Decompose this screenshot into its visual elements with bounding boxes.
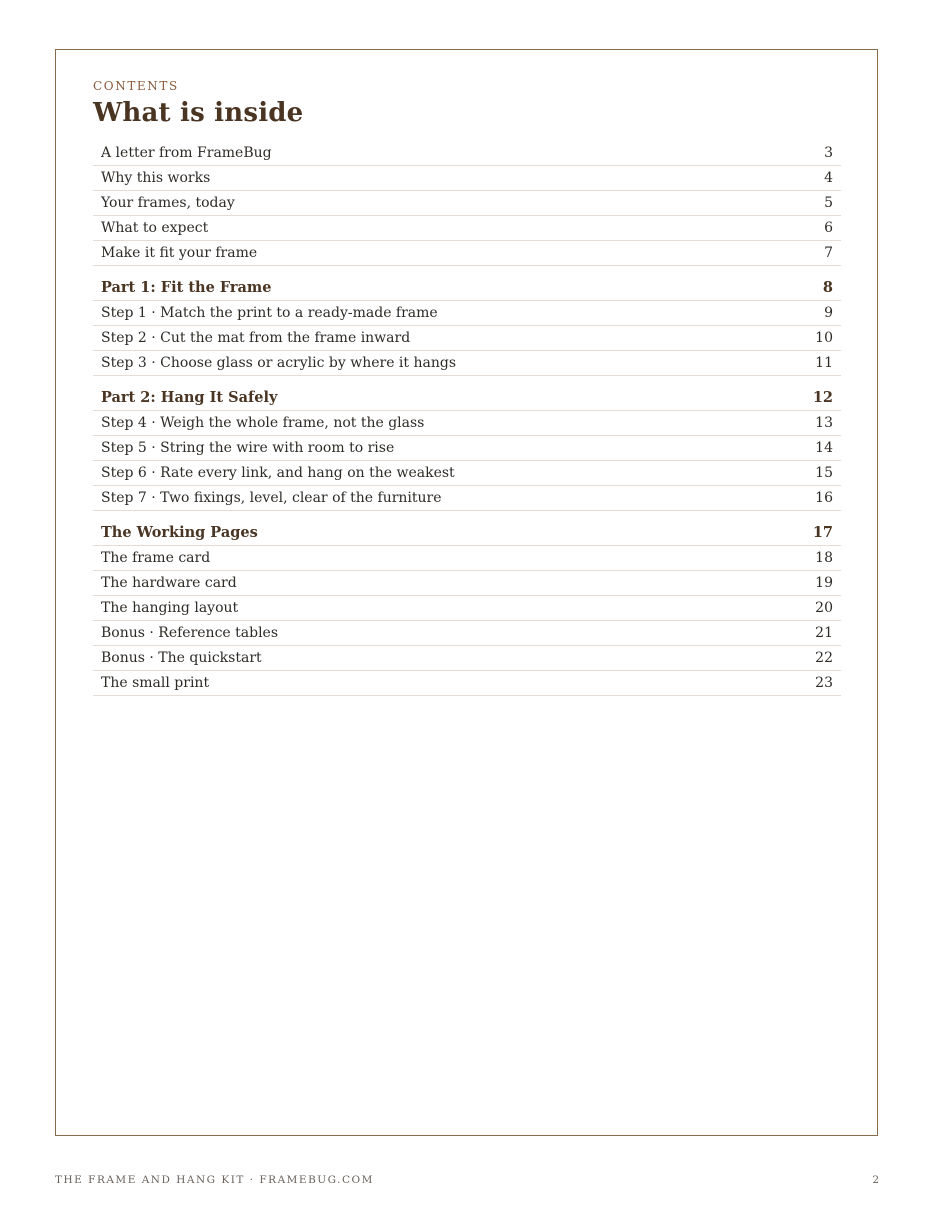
toc-entry[interactable] [93, 326, 841, 351]
toc-entry-label: Why this works [101, 170, 211, 186]
toc-entry-label: Part 2: Hang It Safely [101, 388, 278, 406]
toc-entry-label: The hardware card [101, 575, 237, 591]
toc-page-number: 13 [815, 415, 833, 431]
toc-page-number: 6 [824, 220, 833, 236]
toc-page-number: 5 [824, 195, 833, 211]
toc-entry-label: Step 4 · Weigh the whole frame, not the glass [101, 415, 425, 431]
toc-part-heading[interactable] [93, 266, 841, 301]
toc-entry-label: A letter from FrameBug [101, 145, 272, 161]
section-eyebrow: CONTENTS [93, 79, 179, 93]
toc-page-number: 10 [815, 330, 833, 346]
toc-entry[interactable] [93, 436, 841, 461]
toc-entry[interactable] [93, 241, 841, 266]
toc-entry[interactable] [93, 571, 841, 596]
toc-page-number: 7 [824, 245, 833, 261]
toc-page-number: 8 [822, 278, 833, 296]
toc-page-number: 12 [812, 388, 833, 406]
toc-entry[interactable] [93, 621, 841, 646]
toc-entry-label: Step 1 · Match the print to a ready-made frame [101, 305, 438, 321]
footer-brand: THE FRAME AND HANG KIT · FRAMEBUG.COM [55, 1174, 374, 1186]
toc-entry[interactable] [93, 166, 841, 191]
toc-page-number: 19 [815, 575, 833, 591]
toc-page-number: 22 [815, 650, 833, 666]
toc-page-number: 4 [824, 170, 833, 186]
toc-entry-label: Step 7 · Two fixings, level, clear of the furniture [101, 490, 442, 506]
toc-entry[interactable] [93, 486, 841, 511]
toc-entry[interactable] [93, 301, 841, 326]
toc-entry-label: The Working Pages [101, 523, 258, 541]
toc-page-number: 3 [824, 145, 833, 161]
toc-page-number: 18 [815, 550, 833, 566]
toc-entry-label: Step 6 · Rate every link, and hang on the weakest [101, 465, 455, 481]
toc-entry[interactable] [93, 546, 841, 571]
toc-page-number: 21 [815, 625, 833, 641]
toc-page-number: 11 [815, 355, 833, 371]
toc-entry-label: Part 1: Fit the Frame [101, 278, 272, 296]
toc-entry[interactable] [93, 596, 841, 621]
toc-page-number: 9 [824, 305, 833, 321]
toc-entry[interactable] [93, 191, 841, 216]
toc-entry-label: What to expect [101, 220, 209, 236]
toc-entry-label: Make it fit your frame [101, 245, 258, 261]
toc-part-heading[interactable] [93, 511, 841, 546]
toc-page-number: 14 [815, 440, 833, 456]
toc-entry-label: The frame card [101, 550, 211, 566]
footer-page-number: 2 [872, 1174, 879, 1186]
toc-page-number: 16 [815, 490, 833, 506]
toc-entry[interactable] [93, 461, 841, 486]
toc-entry[interactable] [93, 646, 841, 671]
toc-entry-label: Step 3 · Choose glass or acrylic by where it hangs [101, 355, 457, 371]
toc-entry[interactable] [93, 141, 841, 166]
toc-entry-label: Bonus · The quickstart [101, 650, 262, 666]
toc-entry-label: Your frames, today [101, 195, 235, 211]
toc-page-number: 15 [815, 465, 833, 481]
toc-entry-label: The hanging layout [101, 600, 239, 616]
table-of-contents [93, 141, 841, 696]
toc-entry-label: The small print [101, 675, 210, 691]
toc-entry[interactable] [93, 411, 841, 436]
toc-page-number: 20 [815, 600, 833, 616]
page-title: What is inside [93, 98, 304, 128]
toc-entry[interactable] [93, 216, 841, 241]
toc-page-number: 23 [815, 675, 833, 691]
toc-entry-label: Bonus · Reference tables [101, 625, 279, 641]
toc-entry-label: Step 2 · Cut the mat from the frame inward [101, 330, 411, 346]
toc-part-heading[interactable] [93, 376, 841, 411]
toc-page-number: 17 [812, 523, 833, 541]
toc-entry-label: Step 5 · String the wire with room to rise [101, 440, 395, 456]
toc-entry[interactable] [93, 671, 841, 696]
toc-entry[interactable] [93, 351, 841, 376]
